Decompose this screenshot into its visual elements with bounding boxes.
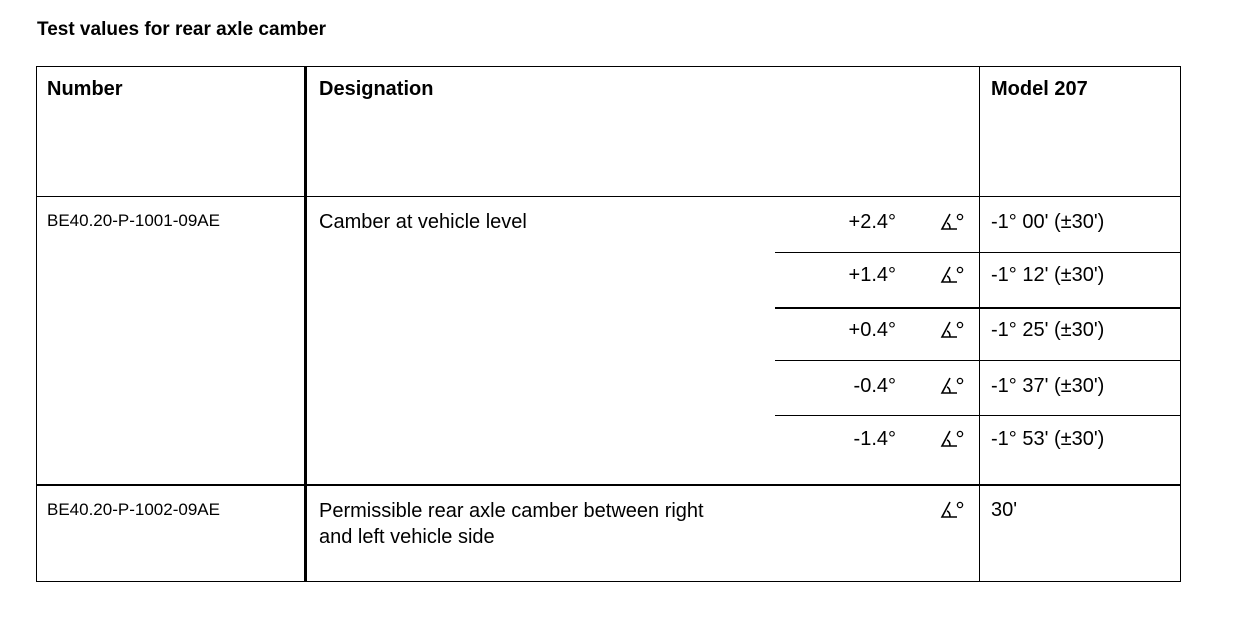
row-divider bbox=[775, 415, 1181, 416]
camber-angle-icon bbox=[940, 266, 964, 284]
row-number: BE40.20-P-1002-09AE bbox=[47, 500, 220, 519]
level-value: -1° 00' (±30') bbox=[991, 211, 1105, 233]
level-value: -1° 37' (±30') bbox=[991, 375, 1105, 397]
header-number: Number bbox=[47, 78, 123, 100]
row-designation: Camber at vehicle level bbox=[319, 211, 527, 233]
level-angle: -0.4° bbox=[853, 375, 896, 397]
row-divider bbox=[775, 252, 1181, 253]
page-title: Test values for rear axle camber bbox=[37, 19, 327, 40]
level-angle: +1.4° bbox=[848, 264, 896, 286]
level-angle: -1.4° bbox=[853, 428, 896, 450]
row-designation-line1: Permissible rear axle camber between right bbox=[319, 500, 704, 522]
camber-angle-icon bbox=[940, 501, 964, 519]
row-divider bbox=[775, 307, 1181, 309]
level-angle: +2.4° bbox=[848, 211, 896, 233]
level-value: -1° 25' (±30') bbox=[991, 319, 1105, 341]
level-value: -1° 12' (±30') bbox=[991, 264, 1105, 286]
row-divider bbox=[775, 360, 1181, 361]
column-divider bbox=[979, 66, 980, 582]
camber-angle-icon bbox=[940, 430, 964, 448]
row-value: 30' bbox=[991, 499, 1018, 521]
camber-angle-icon bbox=[940, 213, 964, 231]
row-divider bbox=[36, 484, 1181, 486]
header-model: Model 207 bbox=[991, 78, 1088, 100]
camber-angle-icon bbox=[940, 321, 964, 339]
row-designation-line2: and left vehicle side bbox=[319, 526, 495, 548]
header-designation: Designation bbox=[319, 78, 434, 100]
camber-angle-icon bbox=[940, 377, 964, 395]
level-value: -1° 53' (±30') bbox=[991, 428, 1105, 450]
column-divider bbox=[304, 66, 307, 582]
row-number: BE40.20-P-1001-09AE bbox=[47, 211, 220, 230]
level-angle: +0.4° bbox=[848, 319, 896, 341]
row-divider bbox=[36, 196, 1181, 197]
